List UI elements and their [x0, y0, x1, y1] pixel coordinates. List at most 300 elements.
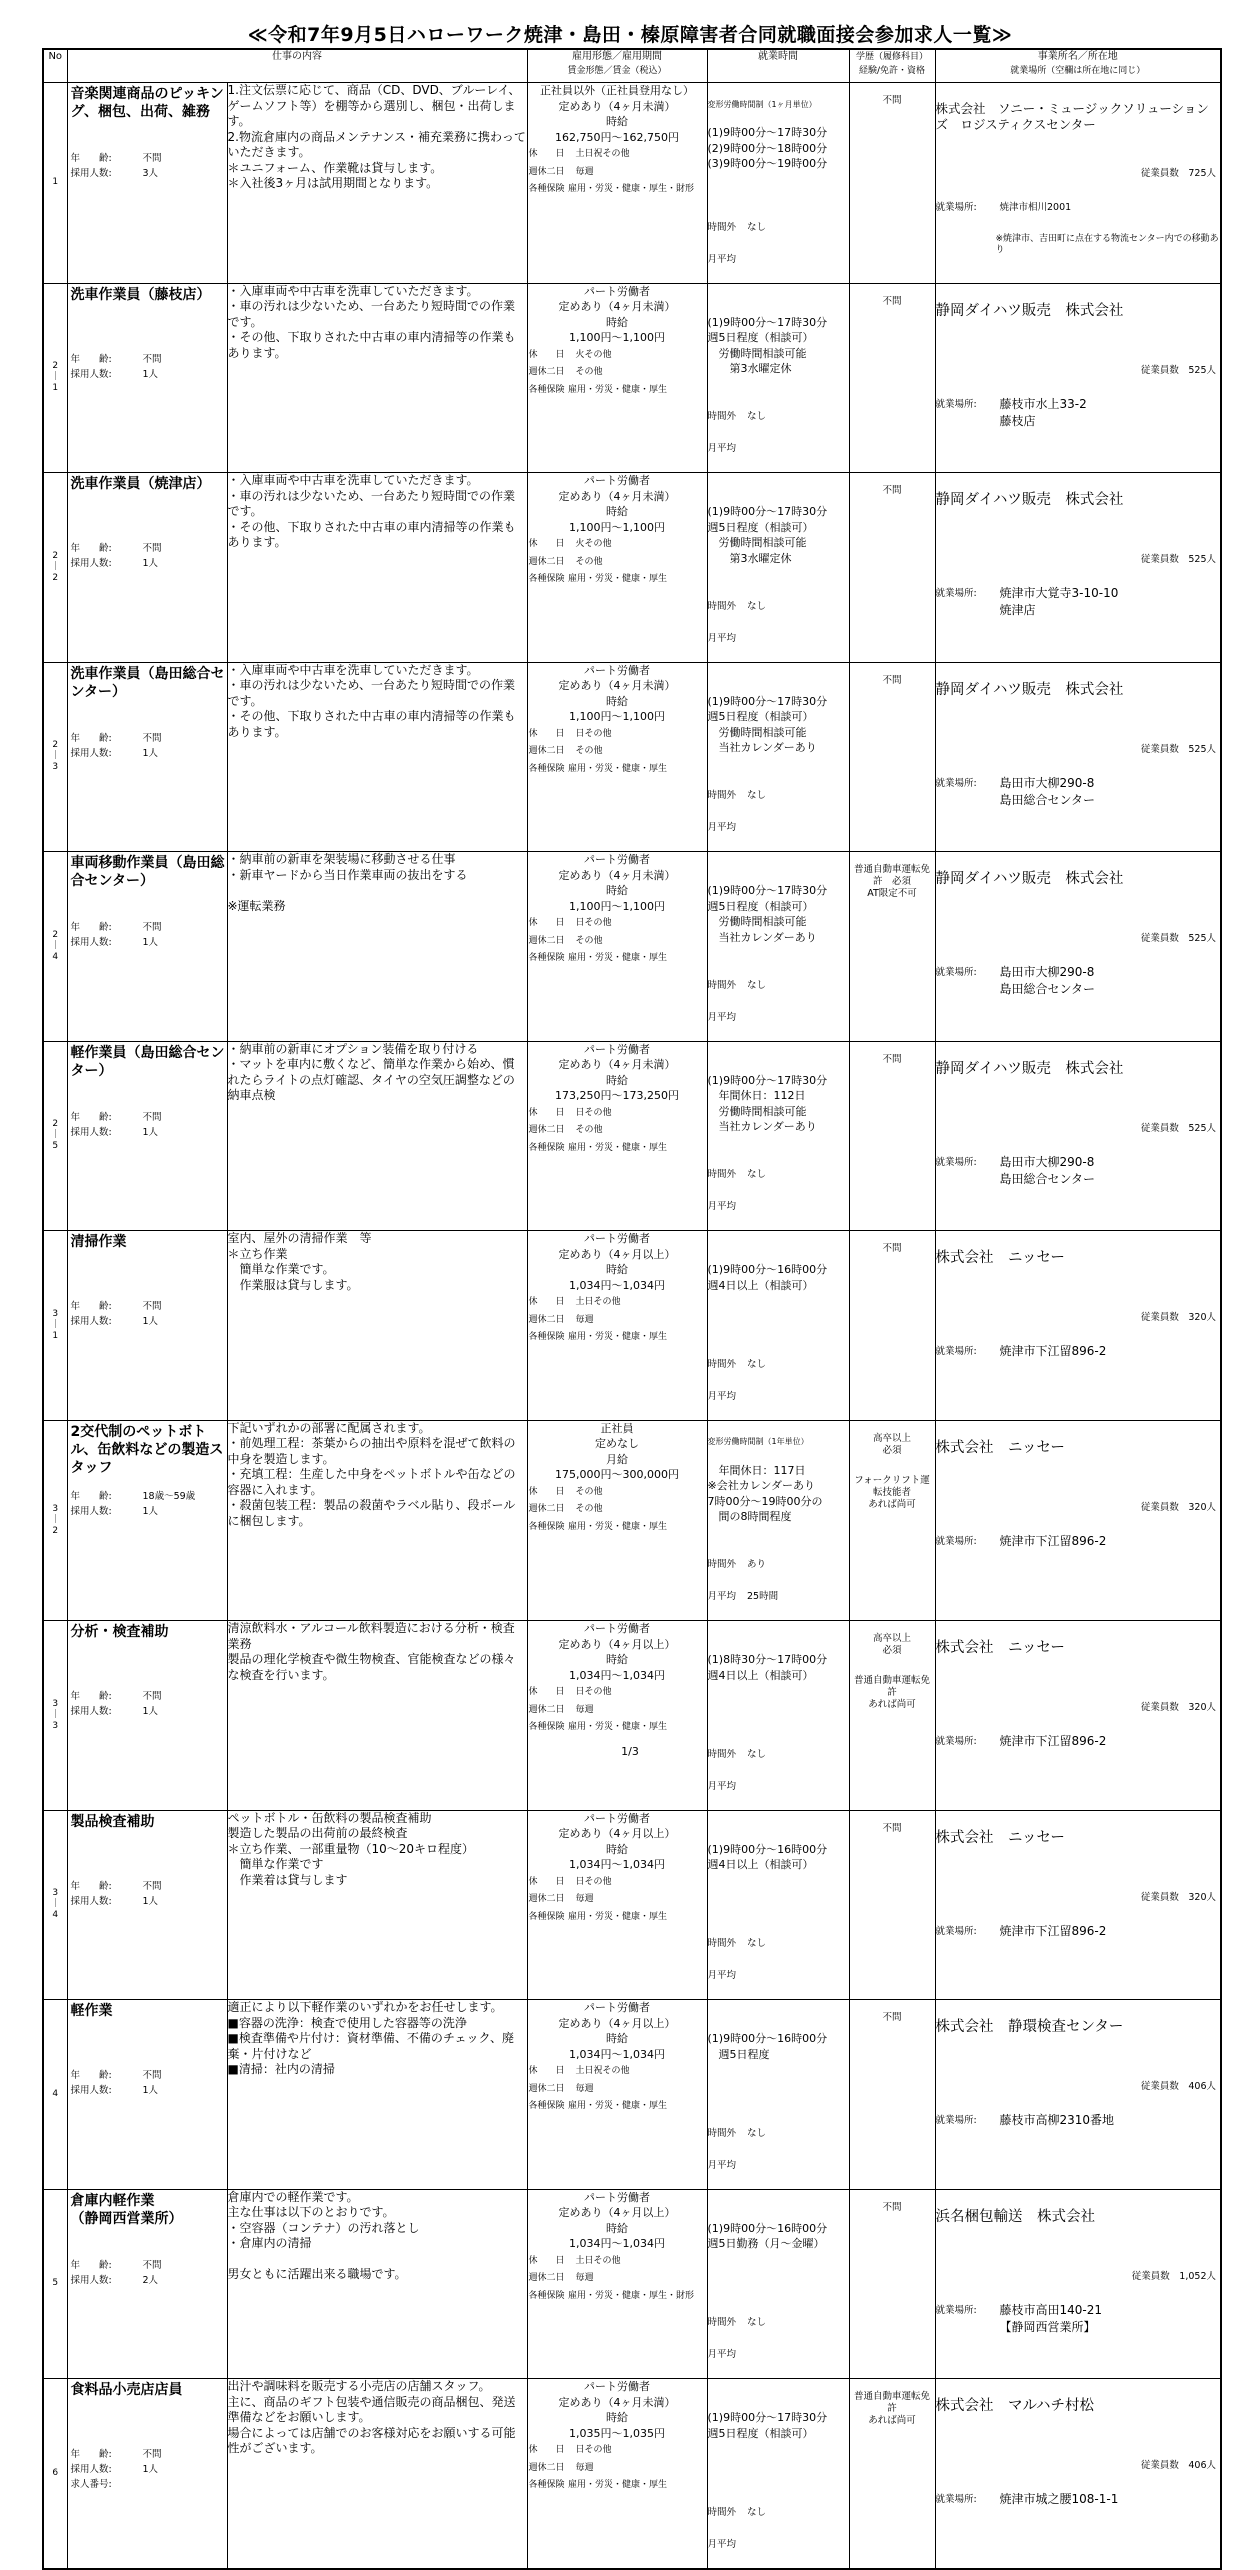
- holiday-value: 火その他: [575, 539, 612, 549]
- job-employment: パート労働者 定めあり（4ヶ月未満） 時給 1,100円～1,100円 休 日 日その他 週休二日 その他 各種保険 雇用・労災・健康・厚生: [527, 662, 707, 852]
- job-meta: 年 齢: 不問 採用人数: 1人: [70, 353, 162, 380]
- job-description: 室内、屋外の清掃作業 等 ＊立ち作業 簡単な作業です。 作業服は貸与します。: [227, 1231, 527, 1421]
- education-value: 不問: [882, 1053, 902, 1065]
- wage-type: 時給: [606, 884, 628, 897]
- job-description: ・入庫車両や中古車を洗車していただきます。 ・車の汚れは少ないため、一台あたり短時間での作業です。 ・その他、下取りされた中古車の車内清掃等の作業もあります。: [227, 662, 527, 852]
- holiday-value: 日その他: [575, 1687, 612, 1697]
- workplace-value: 焼津市下江留896-2: [999, 1533, 1107, 1548]
- job-hours: (1)9時00分～16時00分 週5日勤務（月～金曜） 時間外 なし 月平均: [707, 2189, 849, 2379]
- employment-type: パート労働者: [584, 2001, 650, 2014]
- job-requirements: [849, 2379, 935, 2569]
- wage-type: 時給: [606, 1653, 628, 1666]
- job-row[interactable]: [43, 283, 1221, 473]
- job-hours: 変形労働時間制（1ヶ月単位） (1)9時00分～17時30分 (2)9時00分～18時00分 (3)9時00分～19時00分 時間外 なし 月平均: [707, 83, 849, 284]
- job-description: ・納車前の新車にオプション装備を取り付ける ・マットを車内に敷くなど、簡単な作業から始め、慣れたらライトの点灯確認、タイヤの空気圧調整などの納車点検: [227, 1041, 527, 1231]
- job-requirements: [849, 1810, 935, 2000]
- insurance-value: 雇用・労災・健康・厚生: [568, 2101, 668, 2111]
- workplace-value: 焼津市相川2001: [999, 202, 1072, 213]
- job-title: 車両移動作業員（島田総合センター）: [70, 855, 225, 889]
- job-company: 静岡ダイハツ販売 株式会社 従業員数 525人 就業場所: 島田市大柳290-8 島田総合センター: [935, 1041, 1221, 1231]
- job-number: 2 ｜ 4: [43, 852, 67, 1042]
- header-job: 仕事の内容: [67, 49, 527, 83]
- weekly2-value: 毎週: [575, 1704, 594, 1715]
- job-meta: 年 齢: 不問 採用人数: 1人: [70, 1111, 162, 1138]
- header-education: 学歴（履修科目） 経験/免許・資格: [849, 49, 935, 83]
- overtime-value: なし: [747, 600, 767, 612]
- job-employment: パート労働者 定めあり（4ヶ月未満） 時給 1,100円～1,100円 休 日 火その他 週休二日 その他 各種保険 雇用・労災・健康・厚生: [527, 283, 707, 473]
- job-number: 2 ｜ 5: [43, 1041, 67, 1231]
- hours-system: 変形労働時間制（1年単位）: [707, 1437, 809, 1446]
- wage-type: 時給: [606, 1842, 628, 1856]
- job-number: 1: [43, 83, 67, 284]
- job-hours: (1)9時00分～16時00分 週4日以上（相談可） 時間外 なし 月平均: [707, 1231, 849, 1421]
- job-title: 清掃作業: [70, 1234, 127, 1250]
- employment-type: パート労働者: [584, 284, 650, 298]
- job-meta: 年 齢: 不問 採用人数: 1人: [70, 922, 162, 948]
- employment-period: 定めあり（4ヶ月未満）: [558, 1058, 676, 1071]
- job-age: 不問: [142, 1111, 162, 1123]
- job-age: 不問: [142, 1880, 162, 1892]
- employee-count: 525人: [1188, 1122, 1216, 1134]
- job-hires: 1人: [142, 1706, 159, 1717]
- job-meta: 年 齢: 不問 採用人数: 1人: [70, 1880, 162, 1907]
- job-hours: (1)9時00分～17時30分 年間休日：112日 労働時間相談可能 当社カレンダーあり 時間外 なし 月平均: [707, 1041, 849, 1231]
- job-title-cell: [67, 83, 227, 284]
- holiday-value: 日その他: [575, 728, 612, 739]
- job-number: 2 ｜ 1: [43, 283, 67, 473]
- job-company: 株式会社 ニッセー 従業員数 320人 就業場所: 焼津市下江留896-2: [935, 1810, 1221, 2000]
- job-row[interactable]: [43, 1041, 1221, 1231]
- job-meta: 年 齢: 不問 採用人数: 1人: [70, 732, 162, 759]
- overtime-value: なし: [747, 1938, 767, 1949]
- job-hours: (1)9時00分～16時00分 週4日以上（相談可） 時間外 なし 月平均: [707, 1810, 849, 2000]
- wage-amount: 1,035円～1,035円: [569, 2426, 665, 2440]
- insurance-value: 雇用・労災・健康・厚生: [568, 574, 668, 584]
- job-hires: 2人: [142, 2274, 159, 2286]
- workplace-note: ※焼津市、吉田町に点在する物流センター内での移動あり: [995, 234, 1219, 255]
- job-hires: 1人: [142, 368, 159, 380]
- job-meta: 年 齢: 不問 採用人数: 1人: [70, 1301, 162, 1327]
- overtime-value: あり: [747, 1559, 767, 1570]
- insurance-value: 雇用・労災・健康・厚生: [568, 1142, 668, 1153]
- employment-type: パート労働者: [584, 1042, 650, 1056]
- education-value: 高卒以上 必須: [872, 1432, 911, 1456]
- holiday-value: 日その他: [575, 1876, 612, 1887]
- insurance-value: 雇用・労災・健康・厚生: [568, 953, 668, 963]
- hours-value: (1)9時00分～17時30分 週5日程度（相談可） 労働時間相談可能 当社カレンダーあり: [707, 694, 828, 754]
- job-meta: 年 齢: 不問 採用人数: 2人: [70, 2259, 162, 2286]
- wage-type: 時給: [606, 2221, 628, 2235]
- job-age: 不問: [142, 2070, 162, 2081]
- employment-type: パート労働者: [584, 474, 650, 487]
- job-requirements: [849, 1420, 935, 1621]
- education-value: 不問: [882, 1822, 902, 1834]
- overtime-value: なし: [747, 790, 767, 801]
- education-value: 不問: [882, 95, 902, 106]
- weekly2-value: その他: [575, 1504, 603, 1514]
- employment-type: パート労働者: [584, 1622, 650, 1635]
- job-title: 分析・検査補助: [70, 1624, 169, 1640]
- job-description: ・入庫車両や中古車を洗車していただきます。 ・車の汚れは少ないため、一台あたり短時間での作業です。 ・その他、下取りされた中古車の車内清掃等の作業もあります。: [227, 283, 527, 473]
- job-hires: 1人: [142, 2464, 159, 2475]
- job-employment: パート労働者 定めあり（4ヶ月以上） 時給 1,034円～1,034円 休 日 土日祝その他 週休二日 毎週 各種保険 雇用・労災・健康・厚生: [527, 2000, 707, 2190]
- job-title: 食料品小売店店員: [70, 2382, 183, 2398]
- insurance-value: 雇用・労災・健康・厚生・財形: [568, 184, 695, 194]
- workplace-value: 焼津市下江留896-2: [999, 1344, 1107, 1358]
- job-title-cell: [67, 852, 227, 1042]
- workplace-value: 藤枝市水上33-2 藤枝店: [999, 396, 1087, 428]
- overtime-value: なし: [747, 2127, 767, 2139]
- employment-period: 定めなし: [595, 1437, 639, 1450]
- hours-value: (1)9時00分～16時00分 週4日以上（相談可）: [707, 1842, 828, 1871]
- overtime-value: なし: [747, 1358, 767, 1370]
- job-row[interactable]: [43, 2000, 1221, 2190]
- license-value: フォークリフト運転技能者 あれば尚可: [854, 1474, 930, 1510]
- job-age: 不問: [142, 1301, 162, 1312]
- company-name: 株式会社 ソニー・ミュージックソリューションズ ロジスティクスセンター: [935, 101, 1209, 132]
- company-name: 静岡ダイハツ販売 株式会社: [935, 302, 1124, 319]
- job-employment: パート労働者 定めあり（4ヶ月以上） 時給 1,034円～1,034円 休 日 土日その他 週休二日 毎週 各種保険 雇用・労災・健康・厚生・財形: [527, 2189, 707, 2379]
- job-company: 浜名梱包輸送 株式会社 従業員数 1,052人 就業場所: 藤枝市高田140-21 【静岡西営業所】: [935, 2189, 1221, 2379]
- job-number: 4: [43, 2000, 67, 2190]
- employment-type: パート労働者: [584, 663, 650, 677]
- job-requirements: [849, 662, 935, 852]
- job-title: 洗車作業員（島田総合センター）: [70, 665, 225, 700]
- company-name: 株式会社 ニッセー: [935, 1640, 1065, 1656]
- employee-count: 525人: [1188, 364, 1216, 376]
- job-hires: 1人: [142, 1126, 159, 1138]
- job-meta: 年 齢: 不問 採用人数: 1人: [70, 543, 162, 569]
- employment-type: パート労働者: [584, 2380, 650, 2393]
- company-name: 浜名梱包輸送 株式会社: [935, 2208, 1095, 2225]
- job-number: 3 ｜ 3: [43, 1621, 67, 1811]
- job-title: 洗車作業員（藤枝店）: [70, 286, 211, 303]
- company-name: 株式会社 ニッセー: [935, 1829, 1065, 1846]
- job-meta: 年 齢: 不問 採用人数: 1人: [70, 2070, 162, 2096]
- insurance-value: 雇用・労災・健康・厚生: [568, 384, 668, 395]
- company-name: 静岡ダイハツ販売 株式会社: [935, 492, 1124, 508]
- monthly-value: 25時間: [747, 1591, 779, 1602]
- employee-count: 320人: [1188, 1312, 1216, 1323]
- job-age: 不問: [142, 153, 162, 164]
- workplace-value: 焼津市下江留896-2: [999, 1734, 1107, 1748]
- wage-amount: 1,034円～1,034円: [569, 2047, 665, 2061]
- employee-count: 320人: [1188, 1501, 1216, 1513]
- job-hours: (1)9時00分～16時00分 週5日程度 時間外 なし 月平均: [707, 2000, 849, 2190]
- job-title-cell: [67, 1041, 227, 1231]
- holiday-value: 火その他: [575, 349, 612, 360]
- job-age: 18歳～59歳: [142, 1490, 196, 1502]
- wage-amount: 1,034円～1,034円: [569, 1278, 665, 1292]
- job-description: ・入庫車両や中古車を洗車していただきます。 ・車の汚れは少ないため、一台あたり短時間での作業です。 ・その他、下取りされた中古車の車内清掃等の作業もあります。: [227, 473, 527, 663]
- job-employment: パート労働者 定めあり（4ヶ月未満） 時給 1,035円～1,035円 休 日 日その他 週休二日 毎週 各種保険 雇用・労災・健康・厚生: [527, 2379, 707, 2569]
- job-requirements: [849, 852, 935, 1042]
- job-age: 不問: [142, 2449, 162, 2460]
- job-row[interactable]: [43, 1420, 1221, 1621]
- employee-count: 525人: [1188, 743, 1216, 755]
- job-title-cell: [67, 473, 227, 663]
- job-age: 不問: [142, 922, 162, 933]
- job-hours: (1)8時30分～17時00分 週4日以上（相談可） 時間外 なし 月平均: [707, 1621, 849, 1811]
- weekly2-value: その他: [575, 746, 603, 756]
- holiday-value: 土日その他: [575, 2255, 621, 2266]
- header-hours: 就業時間: [707, 49, 849, 83]
- employment-period: 定めあり（4ヶ月以上）: [558, 1827, 676, 1840]
- job-description: 倉庫内での軽作業です。 主な仕事は以下のとおりです。 ・空容器（コンテナ）の汚れ落とし ・倉庫内の清掃 男女ともに活躍出来る職場です。: [227, 2189, 527, 2379]
- overtime-value: なし: [747, 2506, 767, 2518]
- job-number: 6: [43, 2379, 67, 2569]
- job-title: 製品検査補助: [70, 1813, 155, 1830]
- employee-count: 1,052人: [1179, 2270, 1216, 2282]
- job-title: 軽作業: [70, 2003, 113, 2019]
- employment-type: 正社員以外（正社員登用なし）: [540, 84, 694, 97]
- employment-period: 定めあり（4ヶ月未満）: [558, 679, 676, 692]
- hours-value: (1)8時30分～17時00分 週4日以上（相談可）: [707, 1653, 828, 1682]
- wage-type: 時給: [606, 505, 628, 518]
- job-employment: 正社員 定めなし 月給 175,000円～300,000円 休 日 その他 週休二日 その他 各種保険 雇用・労災・健康・厚生: [527, 1420, 707, 1621]
- job-age: 不問: [142, 1691, 162, 1702]
- insurance-value: 雇用・労災・健康・厚生: [568, 2480, 668, 2490]
- job-meta: 年 齢: 不問 採用人数: 3人: [70, 153, 162, 179]
- education-value: 普通自動車運転免許 必須 AT限定不可: [853, 864, 930, 899]
- employee-count: 406人: [1188, 2460, 1216, 2471]
- wage-amount: 173,250円～173,250円: [555, 1089, 679, 1102]
- job-requirements: [849, 83, 935, 284]
- weekly2-value: その他: [575, 935, 603, 946]
- overtime-value: なし: [747, 1169, 767, 1180]
- job-company: 株式会社 ニッセー 従業員数 320人 就業場所: 焼津市下江留896-2: [935, 1231, 1221, 1421]
- page-number: 1/3: [621, 1745, 639, 1758]
- job-employment: パート労働者 定めあり（4ヶ月以上） 時給 1,034円～1,034円 休 日 日その他 週休二日 毎週 各種保険 雇用・労災・健康・厚生: [527, 1810, 707, 2000]
- wage-type: 時給: [606, 1263, 628, 1276]
- job-hours: 変形労働時間制（1年単位） 年間休日：117日 ※会社カレンダーあり 7時00分～19時00分の 間の8時間程度 時間外 あり 月平均 25時間: [707, 1420, 849, 1621]
- company-name: 静岡ダイハツ販売 株式会社: [935, 1060, 1124, 1077]
- job-number: 2 ｜ 2: [43, 473, 67, 663]
- holiday-value: 土日祝その他: [575, 2066, 630, 2076]
- job-requirements: [849, 2000, 935, 2190]
- job-company: 株式会社 ニッセー 従業員数 320人 就業場所: 焼津市下江留896-2: [935, 1420, 1221, 1621]
- job-company: 株式会社 ニッセー 従業員数 320人 就業場所: 焼津市下江留896-2: [935, 1621, 1221, 1811]
- header-no: No: [43, 49, 67, 83]
- employment-period: 定めあり（4ヶ月未満）: [558, 2395, 676, 2409]
- weekly2-value: その他: [575, 1125, 603, 1135]
- weekly2-value: 毎週: [575, 1894, 594, 1904]
- job-row[interactable]: [43, 1231, 1221, 1421]
- education-value: 不問: [882, 485, 902, 496]
- weekly2-value: 毎週: [575, 2273, 594, 2283]
- job-title: 2交代制のペットボトル、缶飲料などの製造スタッフ: [70, 1423, 224, 1476]
- employee-count: 406人: [1188, 2081, 1216, 2092]
- job-title: 音楽関連商品のピッキング、梱包、出荷、雑務: [70, 86, 224, 120]
- job-row[interactable]: [43, 852, 1221, 1042]
- weekly2-value: その他: [575, 556, 603, 567]
- holiday-value: 日その他: [575, 2445, 612, 2455]
- wage-amount: 1,100円～1,100円: [569, 520, 665, 534]
- job-company: 静岡ダイハツ販売 株式会社 従業員数 525人 就業場所: 焼津市大覚寺3-10-10 焼津店: [935, 473, 1221, 663]
- job-meta: 年 齢: 不問 採用人数: 1人 求人番号:: [70, 2449, 162, 2490]
- job-number: 3 ｜ 2: [43, 1420, 67, 1621]
- workplace-value: 島田市大柳290-8 島田総合センター: [999, 965, 1096, 996]
- employment-period: 定めあり（4ヶ月未満）: [558, 99, 676, 113]
- employee-count: 725人: [1188, 168, 1216, 179]
- hours-value: (1)9時00分～16時00分 週5日勤務（月～金曜）: [707, 2221, 828, 2250]
- hours-system: 変形労働時間制（1ヶ月単位）: [707, 99, 817, 109]
- employment-type: パート労働者: [584, 1811, 650, 1825]
- employee-count: 320人: [1188, 1702, 1216, 1713]
- job-company: 株式会社 静環検査センター 従業員数 406人 就業場所: 藤枝市高柳2310番地: [935, 2000, 1221, 2190]
- workplace-value: 焼津市大覚寺3-10-10 焼津店: [999, 586, 1119, 617]
- job-row[interactable]: [43, 2379, 1221, 2569]
- weekly2-value: 毎週: [575, 2083, 594, 2094]
- job-description: ・納車前の新車を架装場に移動させる仕事 ・新車ヤードから当日作業車両の抜出をする ※運転業務: [227, 852, 527, 1042]
- job-title-cell: [67, 1810, 227, 2000]
- job-title-cell: [67, 2000, 227, 2190]
- insurance-value: 雇用・労災・健康・厚生: [568, 1521, 668, 1532]
- job-hires: 1人: [142, 747, 159, 759]
- employment-period: 定めあり（4ヶ月未満）: [558, 300, 676, 313]
- weekly2-value: その他: [575, 367, 603, 377]
- job-employment: パート労働者 定めあり（4ヶ月未満） 時給 1,100円～1,100円 休 日 火その他 週休二日 その他 各種保険 雇用・労災・健康・厚生: [527, 473, 707, 663]
- job-meta: 年 齢: 18歳～59歳 採用人数: 1人: [70, 1490, 196, 1517]
- job-row[interactable]: [43, 1810, 1221, 2000]
- job-requirements: [849, 2189, 935, 2379]
- weekly2-value: 毎週: [575, 1314, 594, 1325]
- workplace-value: 焼津市下江留896-2: [999, 1923, 1107, 1938]
- overtime-value: なし: [747, 221, 767, 233]
- education-value: 普通自動車運転免許 あれば尚可: [853, 2391, 930, 2426]
- job-hires: 3人: [142, 168, 159, 179]
- education-value: 高卒以上 必須: [872, 1633, 911, 1656]
- job-company: 静岡ダイハツ販売 株式会社 従業員数 525人 就業場所: 藤枝市水上33-2 藤枝店: [935, 283, 1221, 473]
- job-requirements: [849, 283, 935, 473]
- header-employment: 雇用形態／雇用期間 賃金形態／賃金（税込）: [527, 49, 707, 83]
- hours-value: (1)9時00分～17時30分 年間休日：112日 労働時間相談可能 当社カレンダーあり: [707, 1073, 828, 1133]
- education-value: 不問: [882, 2012, 902, 2023]
- hours-value: (1)9時00分～17時30分 (2)9時00分～18時00分 (3)9時00分～19時00分: [707, 126, 828, 170]
- workplace-value: 藤枝市高田140-21 【静岡西営業所】: [999, 2302, 1103, 2334]
- job-row[interactable]: [43, 83, 1221, 284]
- weekly2-value: 毎週: [575, 2462, 594, 2473]
- company-name: 静岡ダイハツ販売 株式会社: [935, 681, 1124, 698]
- job-number: 2 ｜ 3: [43, 662, 67, 852]
- holiday-value: 土日祝その他: [575, 149, 630, 159]
- hours-value: (1)9時00分～17時30分 週5日程度（相談可）: [707, 2411, 828, 2440]
- wage-amount: 162,750円～162,750円: [555, 130, 679, 144]
- job-employment: 正社員以外（正社員登用なし） 定めあり（4ヶ月未満） 時給 162,750円～162,750円 休 日 土日祝その他 週休二日 毎週 各種保険 雇用・労災・健康・厚生・財形: [527, 83, 707, 284]
- wage-type: 時給: [606, 115, 628, 128]
- wage-type: 時給: [606, 315, 628, 329]
- wage-amount: 1,100円～1,100円: [569, 331, 665, 344]
- company-name: 株式会社 ニッセー: [935, 1439, 1065, 1456]
- workplace-value: 焼津市城之腰108-1-1: [999, 2492, 1119, 2506]
- job-hires: 1人: [142, 1895, 159, 1907]
- overtime-value: なし: [747, 2317, 767, 2328]
- hours-value: (1)9時00分～16時00分 週5日程度: [707, 2032, 828, 2061]
- overtime-value: なし: [747, 411, 767, 422]
- license-value: 普通自動車運転免許 あれば尚可: [853, 1675, 930, 1710]
- job-employment: パート労働者 定めあり（4ヶ月以上） 時給 1,034円～1,034円 休 日 土日その他 週休二日 毎週 各種保険 雇用・労災・健康・厚生: [527, 1231, 707, 1421]
- job-listing-table: [42, 48, 1222, 2570]
- education-value: 不問: [882, 674, 902, 686]
- job-title: 倉庫内軽作業 （静岡西営業所）: [70, 2192, 183, 2227]
- job-age: 不問: [142, 2259, 162, 2271]
- job-row[interactable]: [43, 473, 1221, 663]
- job-hires: 1人: [142, 1505, 159, 1517]
- insurance-value: 雇用・労災・健康・厚生: [568, 1722, 668, 1732]
- job-title-cell: [67, 1231, 227, 1421]
- job-requirements: [849, 473, 935, 663]
- job-row[interactable]: [43, 662, 1221, 852]
- workplace-value: 島田市大柳290-8 島田総合センター: [999, 775, 1096, 807]
- insurance-value: 雇用・労災・健康・厚生: [568, 763, 668, 774]
- job-company: 株式会社 マルハチ村松 従業員数 406人 就業場所: 焼津市城之腰108-1-1: [935, 2379, 1221, 2569]
- workplace-value: 藤枝市高柳2310番地: [999, 2113, 1115, 2127]
- overtime-value: なし: [747, 1748, 767, 1760]
- employment-period: 定めあり（4ヶ月以上）: [558, 1637, 676, 1651]
- job-hires: 1人: [142, 558, 159, 569]
- job-row[interactable]: [43, 2189, 1221, 2379]
- job-hours: (1)9時00分～17時30分 週5日程度（相談可） 労働時間相談可能 第3水曜定休 時間外 なし 月平均: [707, 283, 849, 473]
- overtime-value: なし: [747, 979, 767, 991]
- job-description: 下記いずれかの部署に配属されます。 ・前処理工程：茶葉からの抽出や原料を混ぜて飲料の中身を製造します。 ・充填工程：生産した中身をペットボトルや缶などの容器に入れます。 ・殺菌包装工程：製品の殺菌やラベル貼り、段ボールに梱包します。: [227, 1420, 527, 1621]
- employment-period: 定めあり（4ヶ月未満）: [558, 489, 676, 503]
- job-description: 出汁や調味料を販売する小売店の店舗スタッフ。 主に、商品のギフト包装や通信販売の商品梱包、発送準備などをお願いします。 場合によっては店舗でのお客様対応をお願いする可能性がございます。: [227, 2379, 527, 2569]
- page-title: ≪令和7年9月5日ハローワーク焼津・島田・榛原障害者合同就職面接会参加求人一覧≫: [247, 24, 1013, 46]
- education-value: 不問: [882, 1243, 902, 1254]
- wage-amount: 175,000円～300,000円: [555, 1468, 679, 1481]
- job-title-cell: [67, 1420, 227, 1621]
- employment-type: パート労働者: [584, 2190, 650, 2204]
- job-number: 5: [43, 2189, 67, 2379]
- job-age: 不問: [142, 732, 162, 744]
- job-employment: パート労働者 定めあり（4ヶ月未満） 時給 1,100円～1,100円 休 日 日その他 週休二日 その他 各種保険 雇用・労災・健康・厚生: [527, 852, 707, 1042]
- employee-count: 525人: [1188, 554, 1216, 565]
- wage-type: 時給: [606, 694, 628, 708]
- employment-type: 正社員: [600, 1421, 634, 1435]
- education-value: 不問: [882, 2201, 902, 2213]
- job-hours: (1)9時00分～17時30分 週5日程度（相談可） 労働時間相談可能 第3水曜定休 時間外 なし 月平均: [707, 473, 849, 663]
- job-hours: (1)9時00分～17時30分 週5日程度（相談可） 労働時間相談可能 当社カレンダーあり 時間外 なし 月平均: [707, 852, 849, 1042]
- job-title-cell: [67, 662, 227, 852]
- insurance-value: 雇用・労災・健康・厚生: [568, 1911, 668, 1922]
- employee-count: 525人: [1188, 933, 1216, 944]
- employment-type: パート労働者: [584, 853, 650, 866]
- wage-type: 月給: [606, 1452, 628, 1466]
- company-name: 株式会社 マルハチ村松: [935, 2398, 1094, 2414]
- job-number: 3 ｜ 4: [43, 1810, 67, 2000]
- wage-amount: 1,100円～1,100円: [569, 710, 665, 723]
- job-hires: 1人: [142, 2085, 159, 2096]
- job-company: 株式会社 ソニー・ミュージックソリューションズ ロジスティクスセンター 従業員数 725人 就業場所: 焼津市相川2001 ※焼津市、吉田町に点在する物流センター内での移動あり: [935, 83, 1221, 284]
- company-name: 株式会社 静環検査センター: [935, 2019, 1124, 2035]
- insurance-value: 雇用・労災・健康・厚生・財形: [568, 2290, 695, 2301]
- job-description: 清涼飲料水・アルコール飲料製造における分析・検査業務 製品の理化学検査や微生物検査、官能検査などの様々な検査を行います。: [227, 1621, 527, 1811]
- employment-period: 定めあり（4ヶ月以上）: [558, 2206, 676, 2219]
- job-description: 1.注文伝票に応じて、商品（CD、DVD、ブルーレイ、ゲームソフト等）を棚等から選別し、梱包・出荷します。 2.物流倉庫内の商品メンテナンス・補充業務に携わっていただきます。 ＊ユニフォーム、作業靴は貸与します。 ＊入社後3ヶ月は試用期間となります。: [227, 83, 527, 284]
- hours-value: 年間休日：117日 ※会社カレンダーあり 7時00分～19時00分の 間の8時間程度: [707, 1463, 823, 1523]
- job-title-cell: [67, 2379, 227, 2569]
- header-company: 事業所名／所在地 就業場所（空欄は所在地に同じ）: [935, 49, 1221, 83]
- insurance-value: 雇用・労災・健康・厚生: [568, 1332, 668, 1342]
- hours-value: (1)9時00分～17時30分 週5日程度（相談可） 労働時間相談可能 第3水曜定休: [707, 505, 828, 565]
- employment-period: 定めあり（4ヶ月未満）: [558, 868, 676, 882]
- wage-amount: 1,034円～1,034円: [569, 1668, 665, 1682]
- hours-value: (1)9時00分～17時30分 週5日程度（相談可） 労働時間相談可能 当社カレンダーあり: [707, 884, 828, 944]
- job-hours: (1)9時00分～17時30分 週5日程度（相談可） 労働時間相談可能 当社カレンダーあり 時間外 なし 月平均: [707, 662, 849, 852]
- employee-count: 320人: [1188, 1891, 1216, 1903]
- wage-type: 時給: [606, 1073, 628, 1087]
- employment-type: パート労働者: [584, 1232, 650, 1245]
